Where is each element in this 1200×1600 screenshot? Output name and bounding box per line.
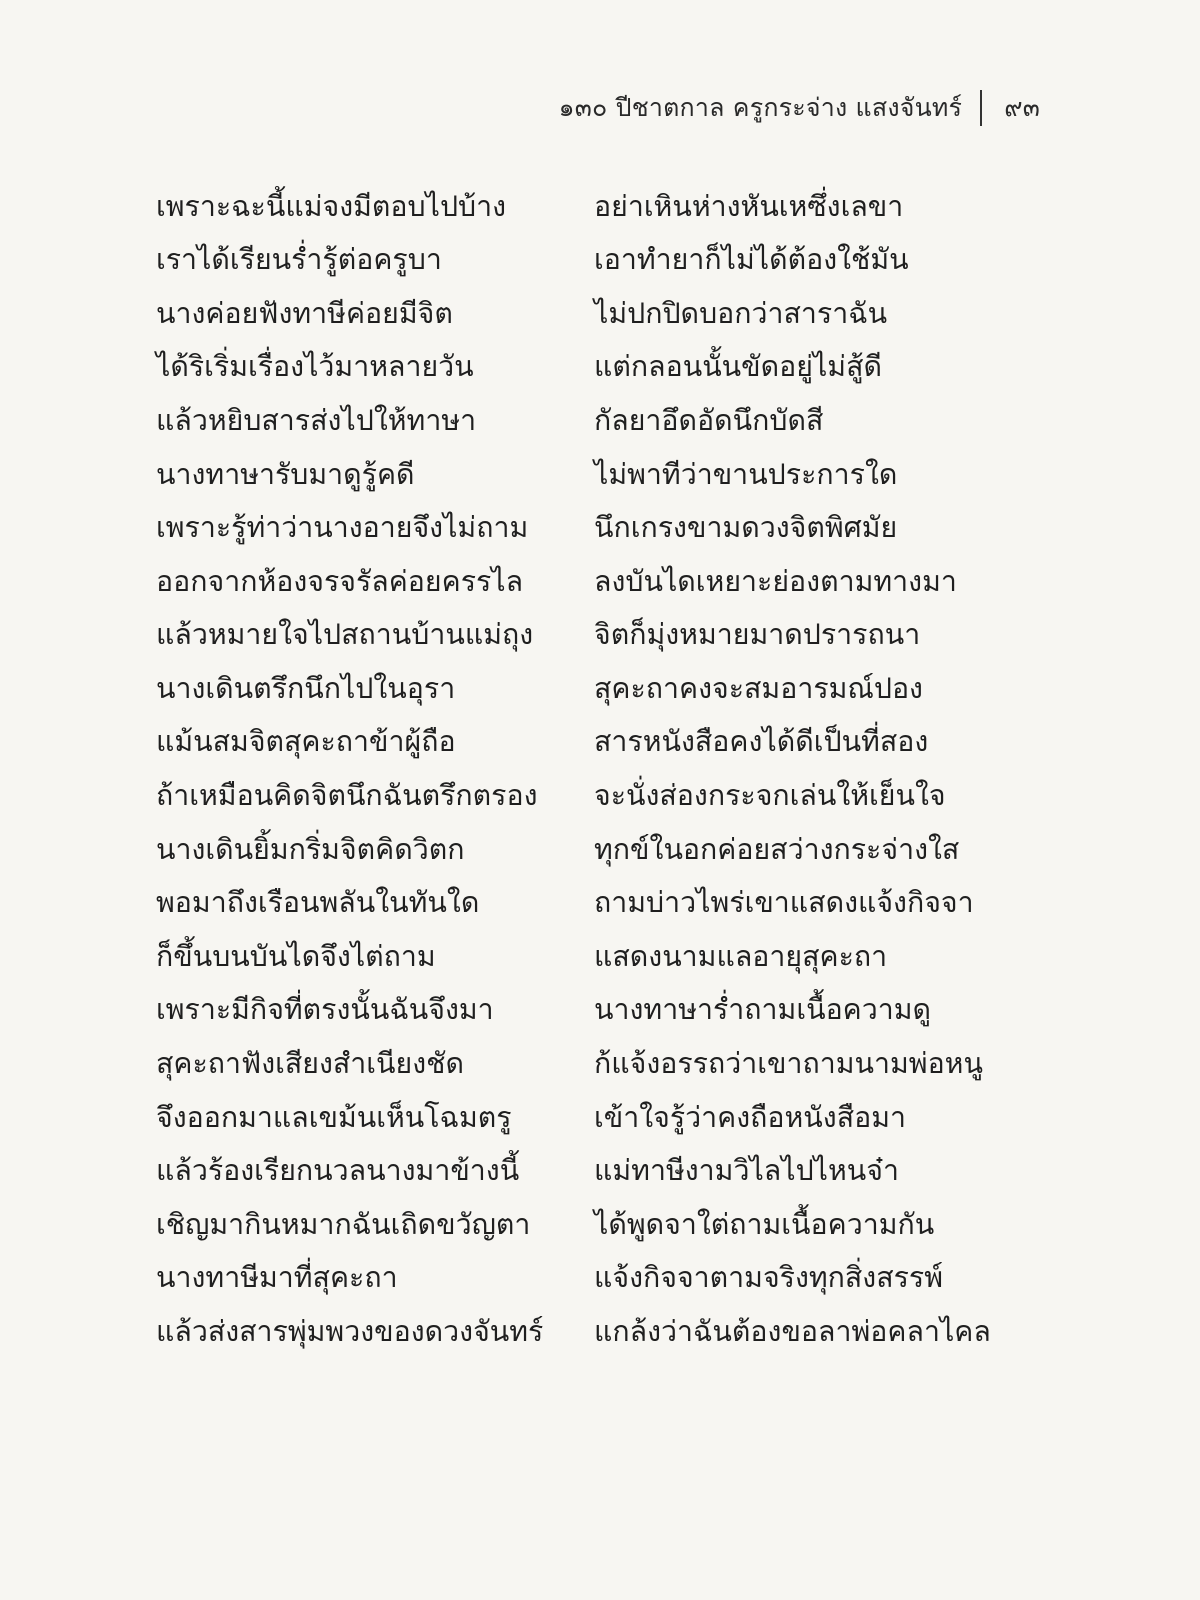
poem-line-second: แม่ทาษีงามวิไลไปไหนจ๋า — [594, 1154, 899, 1188]
poem-line-second: นางทาษาร่ำถามเนื้อความดู — [594, 993, 932, 1027]
poem-line-second: เข้าใจรู้ว่าคงถือหนังสือมา — [594, 1100, 906, 1134]
poem-line-first: เพราะรู้ท่าว่านางอายจึงไม่ถาม — [156, 511, 529, 545]
poem-couplet — [148, 1038, 1028, 1092]
poem-line-first: พอมาถึงเรือนพลันในทันใด — [156, 886, 480, 920]
poem-line-second: แสดงนามแลอายุสุคะถา — [594, 939, 888, 973]
poem-line-first: เชิญมากินหมากฉันเถิดขวัญตา — [156, 1207, 531, 1241]
poem-line-first: จึงออกมาแลเขม้นเห็นโฉมตรู — [156, 1100, 512, 1134]
running-header — [559, 88, 1040, 128]
poem-line-second: แจ้งกิจจาตามจริงทุกสิ่งสรรพ์ — [594, 1261, 944, 1295]
poem-line-second: ลงบันไดเหยาะย่องตามทางมา — [594, 564, 957, 598]
poem-line-second: ถามบ่าวไพร่เขาแสดงแจ้งกิจจา — [594, 886, 974, 920]
poem-line-first: ถ้าเหมือนคิดจิตนึกฉันตรึกตรอง — [156, 779, 538, 813]
poem-line-first: เพราะฉะนี้แม่จงมีตอบไปบ้าง — [156, 189, 507, 223]
poem-body — [148, 180, 1028, 1359]
poem-line-second: จะนั่งส่องกระจกเล่นให้เย็นใจ — [594, 779, 946, 813]
poem-line-first: แล้วหยิบสารส่งไปให้ทาษา — [156, 403, 477, 437]
poem-line-second: จิตก็มุ่งหมายมาดปรารถนา — [594, 618, 921, 652]
poem-couplet — [148, 1091, 1028, 1145]
poem-line-second: แต่กลอนนั้นขัดอยู่ไม่สู้ดี — [594, 350, 882, 384]
poem-line-first: แล้วร้องเรียกนวลนางมาข้างนี้ — [156, 1154, 520, 1188]
poem-line-first: ออกจากห้องจรจรัลค่อยครรไล — [156, 564, 524, 598]
poem-couplet — [148, 662, 1028, 716]
poem-couplet — [148, 823, 1028, 877]
poem-line-first: แม้นสมจิตสุคะถาข้าผู้ถือ — [156, 725, 456, 759]
poem-line-second: สารหนังสือคงได้ดีเป็นที่สอง — [594, 725, 929, 759]
poem-line-second: สุคะถาคงจะสมอารมณ์ปอง — [594, 671, 923, 705]
poem-couplet — [148, 1252, 1028, 1306]
poem-line-second: แกล้งว่าฉันต้องขอลาพ่อคลาไคล — [594, 1315, 991, 1349]
poem-line-second: ไม่ปกปิดบอกว่าสาราฉัน — [594, 296, 888, 330]
poem-couplet — [148, 877, 1028, 931]
poem-line-first: นางค่อยฟังทาษีค่อยมีจิต — [156, 296, 453, 330]
poem-line-first: นางเดินยิ้มกริ่มจิตคิดวิตก — [156, 832, 465, 866]
poem-couplet — [148, 1145, 1028, 1199]
poem-line-first: ได้ริเริ่มเรื่องไว้มาหลายวัน — [156, 350, 474, 384]
poem-couplet — [148, 180, 1028, 234]
header-divider — [980, 90, 982, 126]
poem-line-first: เราได้เรียนร่ำรู้ต่อครูบา — [156, 243, 442, 277]
poem-couplet — [148, 1305, 1028, 1359]
poem-couplet — [148, 448, 1028, 502]
poem-couplet — [148, 609, 1028, 663]
book-title: ๑๓๐ ปีชาตกาล ครูกระจ่าง แสงจันทร์ — [558, 93, 963, 122]
poem-line-first: แล้วส่งสารพุ่มพวงของดวงจันทร์ — [156, 1315, 544, 1349]
poem-line-second: ไม่พาทีว่าขานประการใด — [594, 457, 898, 491]
poem-couplet — [148, 984, 1028, 1038]
poem-line-first: นางเดินตรึกนึกไปในอุรา — [156, 671, 456, 705]
poem-couplet — [148, 287, 1028, 341]
poem-couplet — [148, 930, 1028, 984]
poem-couplet — [148, 234, 1028, 288]
poem-couplet — [148, 770, 1028, 824]
poem-couplet — [148, 394, 1028, 448]
poem-line-second: ทุกข์ในอกค่อยสว่างกระจ่างใส — [594, 832, 960, 866]
poem-line-second: นึกเกรงขามดวงจิตพิศมัย — [594, 511, 898, 545]
poem-line-first: นางทาษีมาที่สุคะถา — [156, 1261, 398, 1295]
poem-line-first: นางทาษารับมาดูรู้คดี — [156, 457, 415, 491]
page-number: ๙๓ — [1004, 93, 1040, 122]
poem-couplet — [148, 716, 1028, 770]
poem-line-second: กัลยาอึดอัดนึกบัดสี — [594, 403, 824, 437]
poem-line-first: ก็ขึ้นบนบันไดจึงไต่ถาม — [156, 939, 436, 973]
poem-line-second: อย่าเหินห่างหันเหซึ่งเลขา — [594, 189, 904, 223]
poem-line-second: เอาทำยาก็ไม่ได้ต้องใช้มัน — [594, 243, 909, 277]
poem-couplet — [148, 1198, 1028, 1252]
poem-line-first: เพราะมีกิจที่ตรงนั้นฉันจึงมา — [156, 993, 494, 1027]
poem-couplet — [148, 555, 1028, 609]
poem-line-second: ได้พูดจาใต่ถามเนื้อความกัน — [594, 1207, 935, 1241]
poem-couplet — [148, 502, 1028, 556]
poem-couplet — [148, 341, 1028, 395]
poem-line-first: แล้วหมายใจไปสถานบ้านแม่ถุง — [156, 618, 534, 652]
poem-line-first: สุคะถาฟังเสียงสำเนียงชัด — [156, 1047, 464, 1081]
poem-line-second: ก้แจ้งอรรถว่าเขาถามนามพ่อหนู — [594, 1047, 983, 1081]
